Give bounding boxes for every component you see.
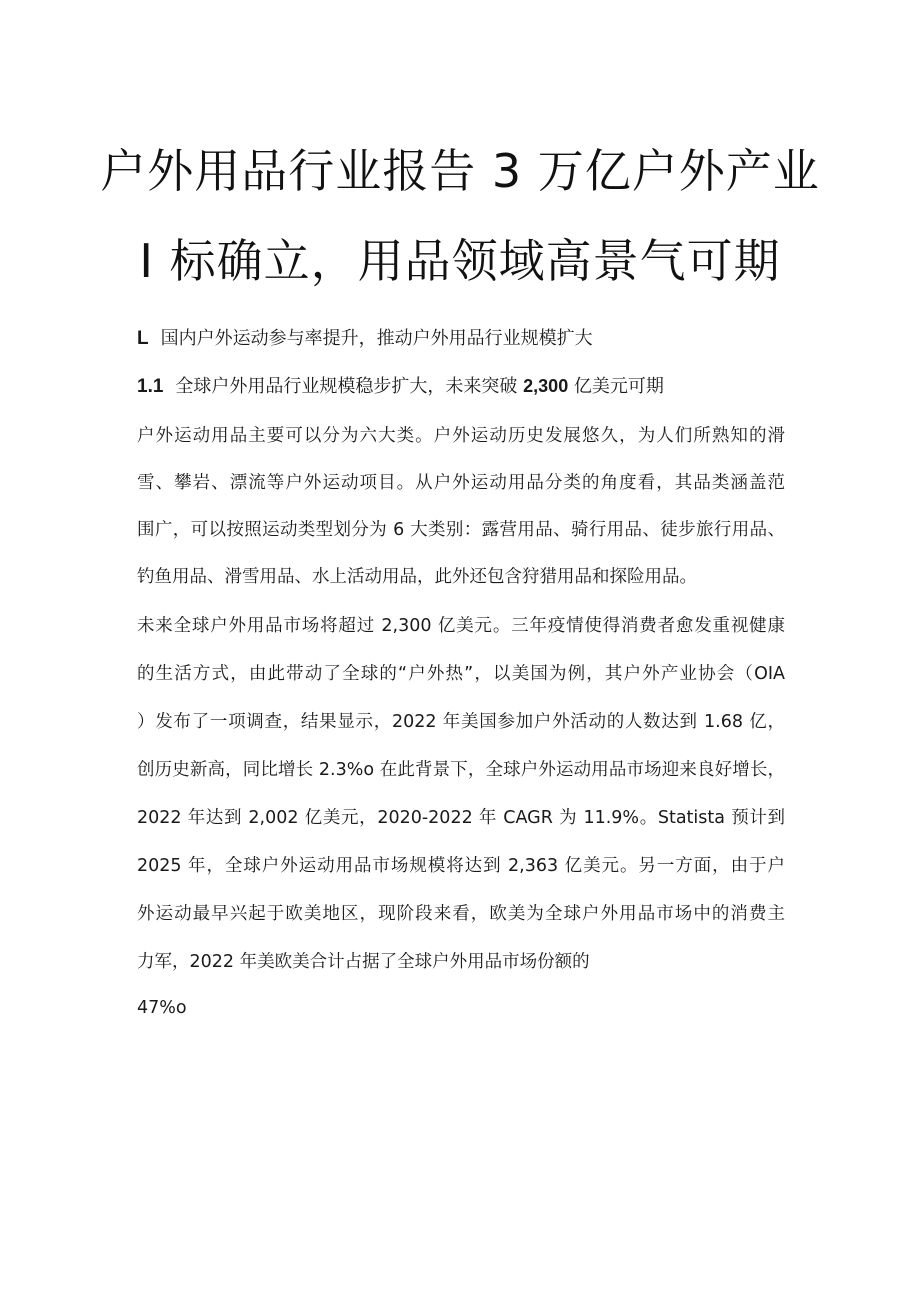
paragraph-line: ）发布了一项调查，结果显示，2022 年美国参加户外活动的人数达到 1.68 亿， <box>137 712 785 732</box>
document-title-line-1: 户外用品行业报告 3 万亿户外产业 <box>100 144 820 198</box>
section-heading-1 <box>137 324 593 350</box>
paragraph-line: 雪、攀岩、漂流等户外运动项目。从户外运动用品分类的角度看，其品类涵盖范 <box>137 473 785 493</box>
section-heading-emphasis: 2,300 <box>523 376 569 396</box>
section-heading-text: 国内户外运动参与率提升，推动户外用品行业规模扩大 <box>160 328 593 349</box>
section-number: 1.1 <box>137 376 164 397</box>
paragraph-line: 钓鱼用品、滑雪用品、水上活动用品，此外还包含狩猎用品和探险用品。 <box>137 567 697 587</box>
section-number: L <box>137 328 149 349</box>
paragraph-line: 围广，可以按照运动类型划分为 6 大类别：露营用品、骑行用品、徒步旅行用品、 <box>137 520 785 540</box>
paragraph-line: 2022 年达到 2,002 亿美元，2020-2022 年 CAGR 为 11.9%。Statista 预计到 <box>137 808 785 828</box>
paragraph-line: 创历史新高，同比增长 2.3%o 在此背景下，全球户外运动用品市场迎来良好增长， <box>137 760 785 780</box>
paragraph-line: 力军，2022 年美欧美合计占据了全球户外用品市场份额的 <box>137 952 590 972</box>
section-heading-text-before: 全球户外用品行业规模稳步扩大，未来突破 <box>175 376 524 397</box>
document-title-line-2: I 标确立，用品领域高景气可期 <box>139 234 781 288</box>
paragraph-line: 外运动最早兴起于欧美地区，现阶段来看，欧美为全球户外用品市场中的消费主 <box>137 904 785 924</box>
section-heading-text-after: 亿美元可期 <box>568 376 664 397</box>
paragraph-line: 2025 年，全球户外运动用品市场规模将达到 2,363 亿美元。另一方面，由于户 <box>137 856 785 876</box>
section-heading-1-1 <box>137 372 664 398</box>
paragraph-line: 未来全球户外用品市场将超过 2,300 亿美元。三年疫情使得消费者愈发重视健康 <box>137 616 785 636</box>
paragraph-line: 户外运动用品主要可以分为六大类。户外运动历史发展悠久，为人们所熟知的滑 <box>137 426 785 446</box>
paragraph-line: 的生活方式，由此带动了全球的“户外热”，以美国为例，其户外产业协会（OIA <box>137 664 785 684</box>
paragraph-line: 47%o <box>137 998 187 1018</box>
